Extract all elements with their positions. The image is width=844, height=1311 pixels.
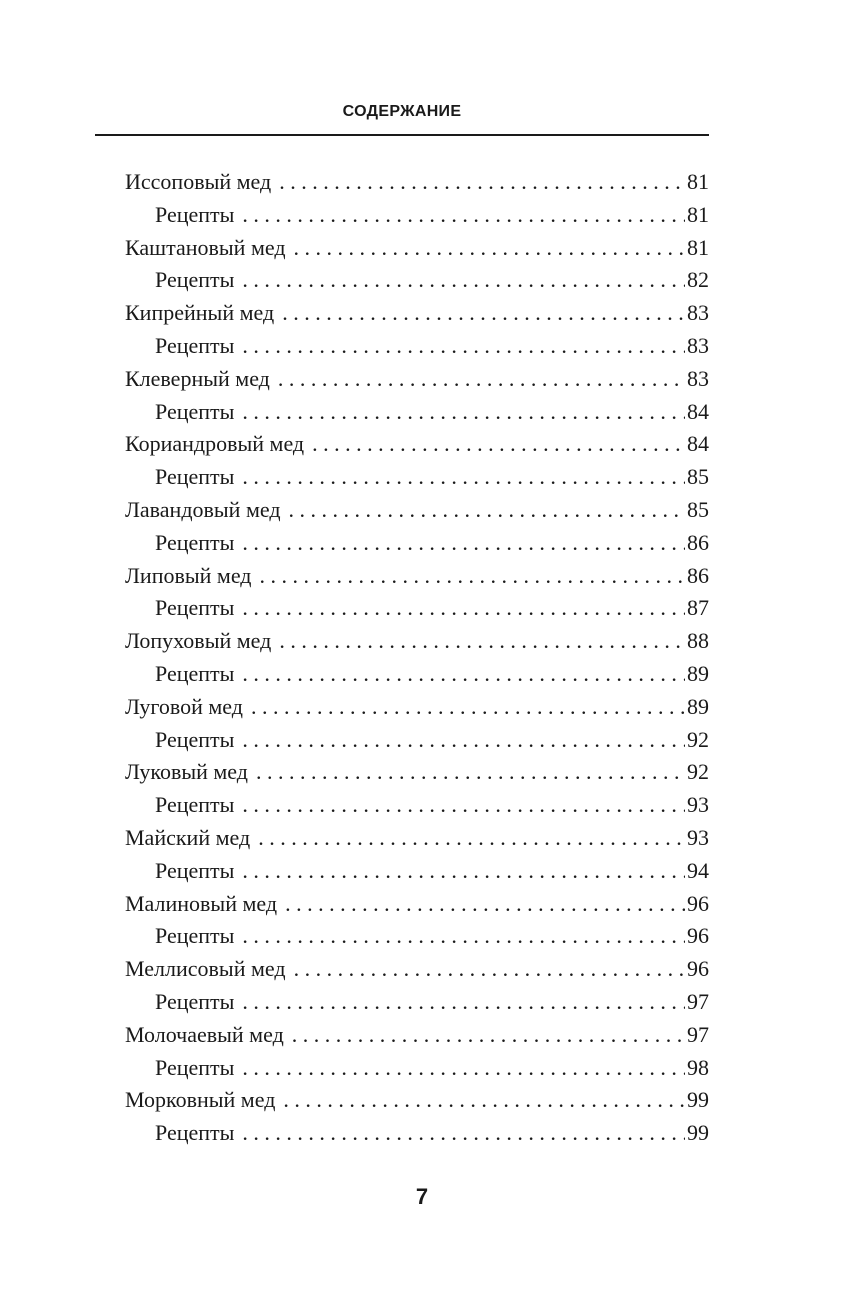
toc-entry <box>125 166 709 199</box>
toc-entry-title: Каштановый мед <box>125 234 286 260</box>
toc-dot-leader <box>260 560 686 593</box>
toc-dot-leader <box>278 363 685 396</box>
toc-subentry <box>125 1117 709 1150</box>
toc-entry <box>125 1019 709 1052</box>
toc-entry-title: Рецепты <box>155 857 235 883</box>
toc-dot-leader <box>283 1084 685 1117</box>
toc-entry-title: Рецепты <box>155 1054 235 1080</box>
toc-entry-title: Малиновый мед <box>125 890 278 916</box>
toc-entry-title: Молочаевый мед <box>125 1021 284 1047</box>
toc-subentry <box>125 396 709 429</box>
page-number: 7 <box>415 1184 429 1209</box>
toc-dot-leader <box>279 166 685 199</box>
toc-entry-page: 93 <box>687 792 709 818</box>
toc-subentry <box>125 592 709 625</box>
toc-entry-title: Рецепты <box>155 660 235 686</box>
toc-entry <box>125 625 709 658</box>
toc-dot-leader <box>312 428 685 461</box>
toc-entry-title: Рецепты <box>155 201 235 227</box>
toc-entry-title: Клеверный мед <box>125 365 270 391</box>
toc-entry <box>125 691 709 724</box>
toc-dot-leader <box>242 855 685 888</box>
toc-entry <box>125 756 709 789</box>
toc-entry-page: 89 <box>687 660 709 686</box>
toc-subentry <box>125 855 709 888</box>
toc-entry-page: 93 <box>687 824 709 850</box>
toc-entry-title: Рецепты <box>155 988 235 1014</box>
toc-dot-leader <box>242 264 685 297</box>
toc-dot-leader <box>292 1019 685 1052</box>
toc-entry-page: 96 <box>687 890 709 916</box>
toc-entry <box>125 428 709 461</box>
toc-entry-page: 81 <box>687 201 709 227</box>
toc-dot-leader <box>242 658 685 691</box>
page-header: СОДЕРЖАНИЕ <box>342 103 462 120</box>
toc-entry-page: 96 <box>687 923 709 949</box>
toc-dot-leader <box>242 724 685 757</box>
toc-entry-page: 92 <box>687 759 709 785</box>
toc-entry-title: Лопуховый мед <box>125 628 272 654</box>
toc-dot-leader <box>242 986 685 1019</box>
toc-dot-leader <box>251 691 685 724</box>
toc-entry-page: 81 <box>687 234 709 260</box>
toc-entry-title: Рецепты <box>155 398 235 424</box>
toc-dot-leader <box>289 494 685 527</box>
toc-entry-page: 85 <box>687 496 709 522</box>
toc-entry-page: 87 <box>687 595 709 621</box>
toc-dot-leader <box>294 953 685 986</box>
toc-entry-page: 83 <box>687 365 709 391</box>
toc-dot-leader <box>279 625 685 658</box>
toc-subentry <box>125 920 709 953</box>
toc-entry-title: Рецепты <box>155 267 235 293</box>
toc-dot-leader <box>242 396 685 429</box>
toc-dot-leader <box>242 199 685 232</box>
toc-entry-title: Майский мед <box>125 824 251 850</box>
toc-dot-leader <box>242 789 685 822</box>
toc-dot-leader <box>242 461 685 494</box>
toc-dot-leader <box>242 527 685 560</box>
toc-entry-title: Рецепты <box>155 923 235 949</box>
toc-dot-leader <box>242 1117 685 1150</box>
toc-entry-title: Рецепты <box>155 726 235 752</box>
toc-entry-page: 96 <box>687 956 709 982</box>
toc-entry-page: 89 <box>687 693 709 719</box>
toc-entry-title: Липовый мед <box>125 562 252 588</box>
toc-entry <box>125 363 709 396</box>
toc-subentry <box>125 199 709 232</box>
toc-entry-page: 97 <box>687 988 709 1014</box>
toc-entry-title: Луковый мед <box>125 759 248 785</box>
toc-dot-leader <box>282 297 685 330</box>
toc-entry-title: Рецепты <box>155 529 235 555</box>
toc-entry-title: Рецепты <box>155 792 235 818</box>
toc-subentry <box>125 658 709 691</box>
toc-dot-leader <box>242 1052 685 1085</box>
toc-entry-page: 83 <box>687 332 709 358</box>
toc-entry <box>125 297 709 330</box>
toc-entry <box>125 494 709 527</box>
toc-dot-leader <box>242 592 685 625</box>
toc-subentry <box>125 1052 709 1085</box>
toc-dot-leader <box>242 330 685 363</box>
toc-subentry <box>125 330 709 363</box>
toc-entry-page: 86 <box>687 529 709 555</box>
toc-entry-title: Морковный мед <box>125 1087 276 1113</box>
toc-entry <box>125 1084 709 1117</box>
toc-dot-leader <box>256 756 685 789</box>
toc-entry-page: 99 <box>687 1087 709 1113</box>
toc-entry-title: Рецепты <box>155 1120 235 1146</box>
toc-subentry <box>125 724 709 757</box>
toc-entry-title: Рецепты <box>155 464 235 490</box>
toc-entry-page: 85 <box>687 464 709 490</box>
toc-subentry <box>125 789 709 822</box>
toc-subentry <box>125 264 709 297</box>
toc-entry-page: 84 <box>687 431 709 457</box>
toc-subentry <box>125 461 709 494</box>
toc-entry-title: Кориандровый мед <box>125 431 305 457</box>
toc-entry-page: 99 <box>687 1120 709 1146</box>
toc-entry-page: 88 <box>687 628 709 654</box>
toc-entry-title: Луговой мед <box>125 693 243 719</box>
toc-entry <box>125 888 709 921</box>
toc-entry-title: Кипрейный мед <box>125 300 275 326</box>
toc-entry-title: Меллисовый мед <box>125 956 286 982</box>
toc-entry-page: 98 <box>687 1054 709 1080</box>
toc-entry <box>125 953 709 986</box>
toc-subentry <box>125 527 709 560</box>
toc-entry-title: Иссоповый мед <box>125 169 272 194</box>
toc-subentry <box>125 986 709 1019</box>
toc-entry <box>125 822 709 855</box>
header-divider <box>95 134 709 136</box>
toc-entry-page: 97 <box>687 1021 709 1047</box>
toc-dot-leader <box>294 232 685 265</box>
toc-entry-page: 83 <box>687 300 709 326</box>
toc-entry <box>125 560 709 593</box>
toc-entry-page: 81 <box>687 169 709 194</box>
toc-entry-page: 94 <box>687 857 709 883</box>
toc-dot-leader <box>285 888 685 921</box>
toc-entry-title: Рецепты <box>155 595 235 621</box>
toc-dot-leader <box>258 822 685 855</box>
toc-entry-page: 84 <box>687 398 709 424</box>
toc-entry-title: Лавандовый мед <box>125 496 281 522</box>
toc-entry-page: 82 <box>687 267 709 293</box>
toc-entry-title: Рецепты <box>155 332 235 358</box>
toc-entry-page: 86 <box>687 562 709 588</box>
toc-dot-leader <box>242 920 685 953</box>
table-of-contents <box>125 166 709 1150</box>
toc-entry <box>125 232 709 265</box>
toc-entry-page: 92 <box>687 726 709 752</box>
